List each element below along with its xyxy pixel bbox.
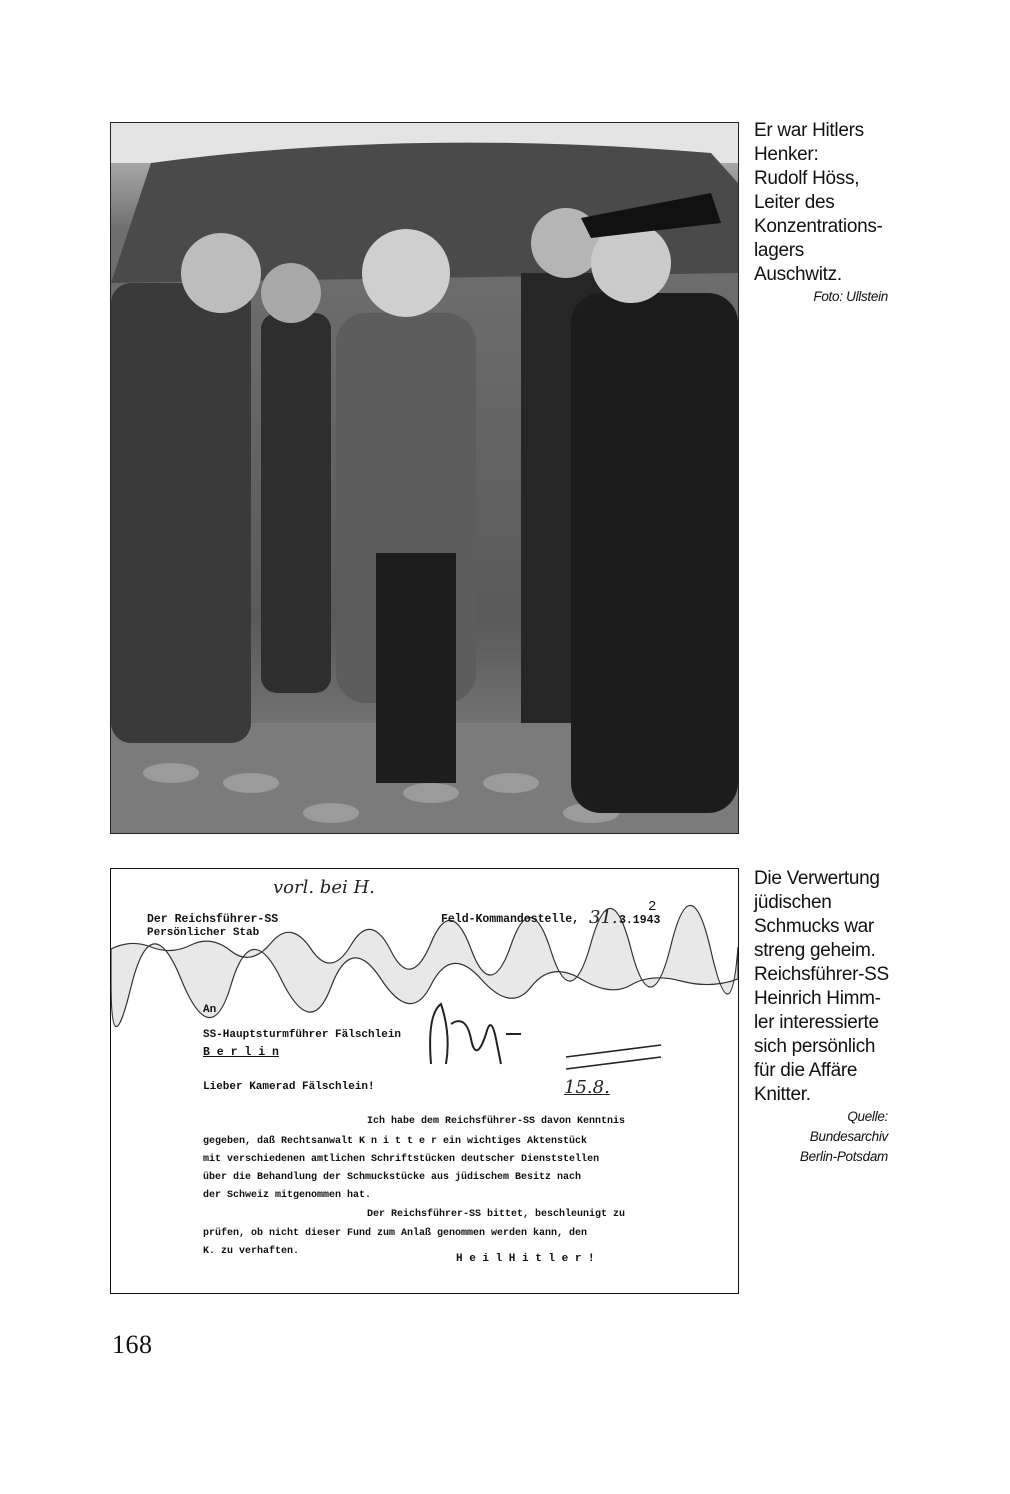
closing: H e i l H i t l e r ! — [456, 1253, 595, 1265]
caption-line: Schmucks war — [754, 916, 874, 937]
photo-icon — [111, 123, 738, 833]
addressee-prefix: An — [203, 1004, 217, 1016]
document-facsimile — [110, 868, 739, 1294]
sender-location: Feld-Kommandostelle, — [441, 913, 580, 926]
caption-line: Konzentrations- — [754, 216, 883, 237]
photo-credit: Foto: Ullstein — [813, 289, 888, 304]
caption-line: streng geheim. — [754, 940, 876, 961]
historical-photo — [110, 122, 739, 834]
source-credit: Berlin-Potsdam — [799, 1149, 888, 1164]
caption-line: jüdischen — [754, 892, 832, 913]
caption-line: Auschwitz. — [754, 264, 842, 285]
sender-staff: Persönlicher Stab — [147, 927, 260, 939]
caption-line: Heinrich Himm- — [754, 988, 881, 1009]
caption-line: Leiter des — [754, 192, 835, 213]
handwritten-note: vorl. bei H. — [273, 877, 375, 898]
salutation: Lieber Kamerad Fälschlein! — [203, 1081, 375, 1093]
addressee-city: B e r l i n — [203, 1046, 279, 1059]
caption-line: Die Verwertung — [754, 868, 880, 889]
handwritten-date: 15.8. — [564, 1077, 610, 1098]
caption-line: sich persönlich — [754, 1036, 876, 1057]
caption-line: für die Affäre — [754, 1060, 858, 1081]
signature-mark — [421, 994, 541, 1074]
photo-caption — [754, 119, 894, 307]
date-day-handwritten: 31. — [589, 907, 618, 928]
caption-line: Rudolf Höss, — [754, 168, 860, 189]
body-line: K. zu verhaften. — [203, 1246, 300, 1257]
body-line: Der Reichsführer-SS bittet, beschleunigt zu — [367, 1209, 626, 1220]
caption-line: lagers — [754, 240, 804, 261]
source-credit: Quelle: — [847, 1109, 888, 1124]
body-line: Ich habe dem Reichsführer-SS davon Kenntnis — [367, 1116, 626, 1127]
caption-line: ler interessierte — [754, 1012, 879, 1033]
page-number: 168 — [112, 1330, 153, 1359]
sender-line: Der Reichsführer-SS — [147, 913, 279, 926]
document-date: 3.1943 — [619, 914, 661, 927]
caption-line: Er war Hitlers — [754, 120, 864, 141]
source-credit: Bundesarchiv — [809, 1129, 888, 1144]
body-line: gegeben, daß Rechtsanwalt K n i t t e r ein wichtiges Aktenstück — [203, 1136, 588, 1147]
body-line: über die Behandlung der Schmuckstücke aus jüdischem Besitz nach — [203, 1172, 582, 1183]
body-line: prüfen, ob nicht dieser Fund zum Anlaß genommen werden kann, den — [203, 1228, 588, 1239]
document-caption — [754, 867, 894, 1167]
caption-line: Knitter. — [754, 1084, 811, 1105]
page-mark: 2 — [648, 899, 657, 915]
caption-line: Reichsführer-SS — [754, 964, 889, 985]
caption-line: Henker: — [754, 144, 819, 165]
addressee-name: SS-Hauptsturmführer Fälschlein — [203, 1029, 402, 1041]
body-line: mit verschiedenen amtlichen Schriftstücken deutscher Dienststellen — [203, 1154, 600, 1165]
body-line: der Schweiz mitgenommen hat. — [203, 1190, 372, 1201]
